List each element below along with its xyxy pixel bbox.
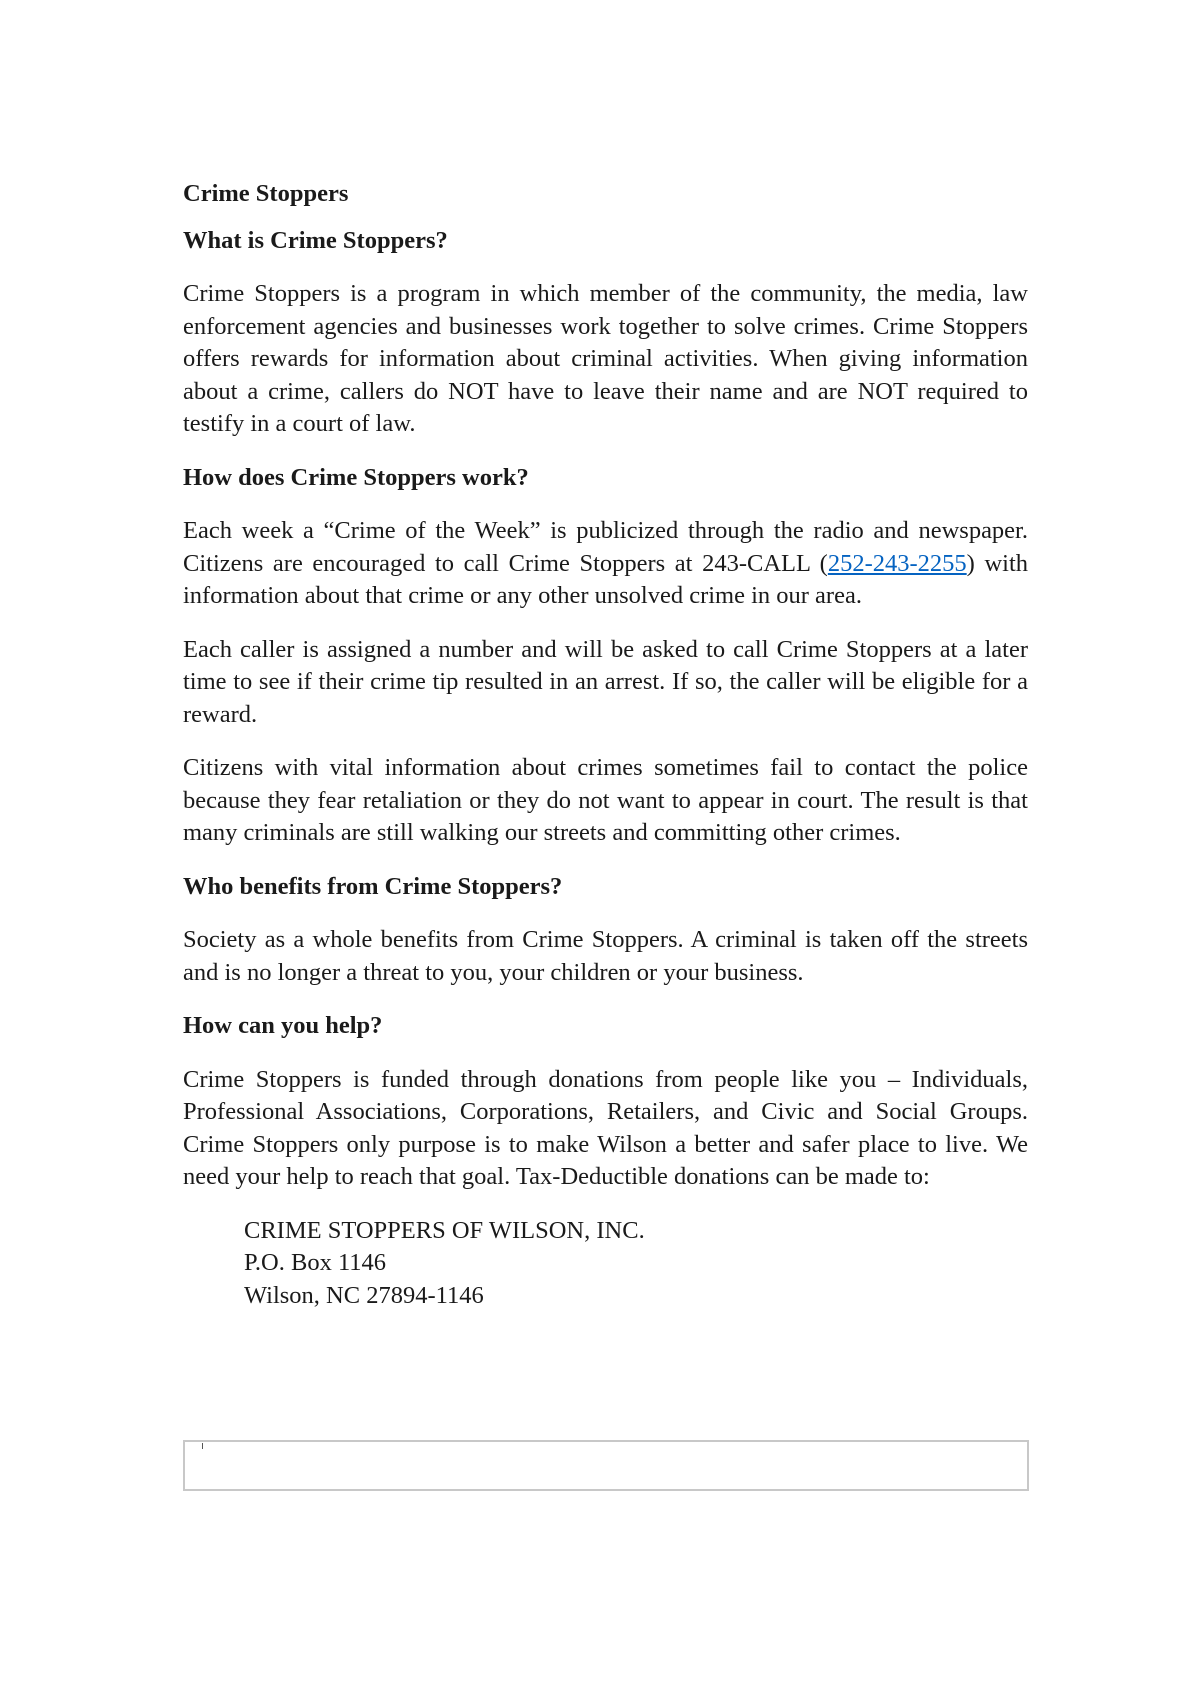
address-line-organization: CRIME STOPPERS OF WILSON, INC. xyxy=(244,1216,645,1244)
paragraph-caller-number: Each caller is assigned a number and will be asked to call Crime Stoppers at a later time to see if their crime tip resulted in an arrest. If so, the caller will be eligible for a reward. xyxy=(183,635,1028,728)
empty-text-box[interactable] xyxy=(183,1440,1029,1491)
cursor-mark xyxy=(202,1443,203,1449)
paragraph-text-before-link: Each week a “Crime of the Week” is publicized through the radio and newspaper. Citizens are encouraged to call Crime Stoppers at 243-CALL ( xyxy=(183,517,1028,577)
address-line-city: Wilson, NC 27894-1146 xyxy=(244,1281,484,1309)
phone-number-link[interactable]: 252-243-2255 xyxy=(827,549,967,577)
paragraph-retaliation: Citizens with vital information about crimes sometimes fail to contact the police because they fear retaliation or they do not want to appear in court. The result is that many criminals are still walking our streets and committing other crimes. xyxy=(183,754,1028,846)
paragraph-who-benefits: Society as a whole benefits from Crime Stoppers. A criminal is taken off the streets and is no longer a threat to you, your children or your business. xyxy=(183,926,1028,986)
heading-who-benefits: Who benefits from Crime Stoppers? xyxy=(183,872,563,900)
paragraph-text-after-link: ) with information about that crime or any other unsolved crime in our area. xyxy=(183,549,1029,609)
paragraph-donations: Crime Stoppers is funded through donations from people like you – Individuals, Professional Associations, Corporations, Retailers, and Civic and Social Groups. Crime Stoppers only purpose is to make Wilson a better and safer place to live. We need your help to reach that goal. Tax-Deductible donations can be made to: xyxy=(183,1065,1028,1190)
heading-how-can-you-help: How can you help? xyxy=(183,1012,383,1039)
heading-how-does-it-work: How does Crime Stoppers work? xyxy=(183,463,529,491)
document-title: Crime Stoppers xyxy=(183,180,349,207)
paragraph-crime-of-the-week xyxy=(183,515,1028,613)
mailing-address xyxy=(244,1215,1028,1313)
address-line-po-box: P.O. Box 1146 xyxy=(244,1249,387,1276)
paragraph-what-is: Crime Stoppers is a program in which member of the community, the media, law enforcement agencies and businesses work together to solve crimes. Crime Stoppers offers rewards for information about criminal activities. When giving information about a crime, callers do NOT have to leave their name and are NOT required to testify in a court of law. xyxy=(183,280,1028,437)
document-body xyxy=(183,178,1028,1312)
heading-what-is: What is Crime Stoppers? xyxy=(183,226,448,254)
